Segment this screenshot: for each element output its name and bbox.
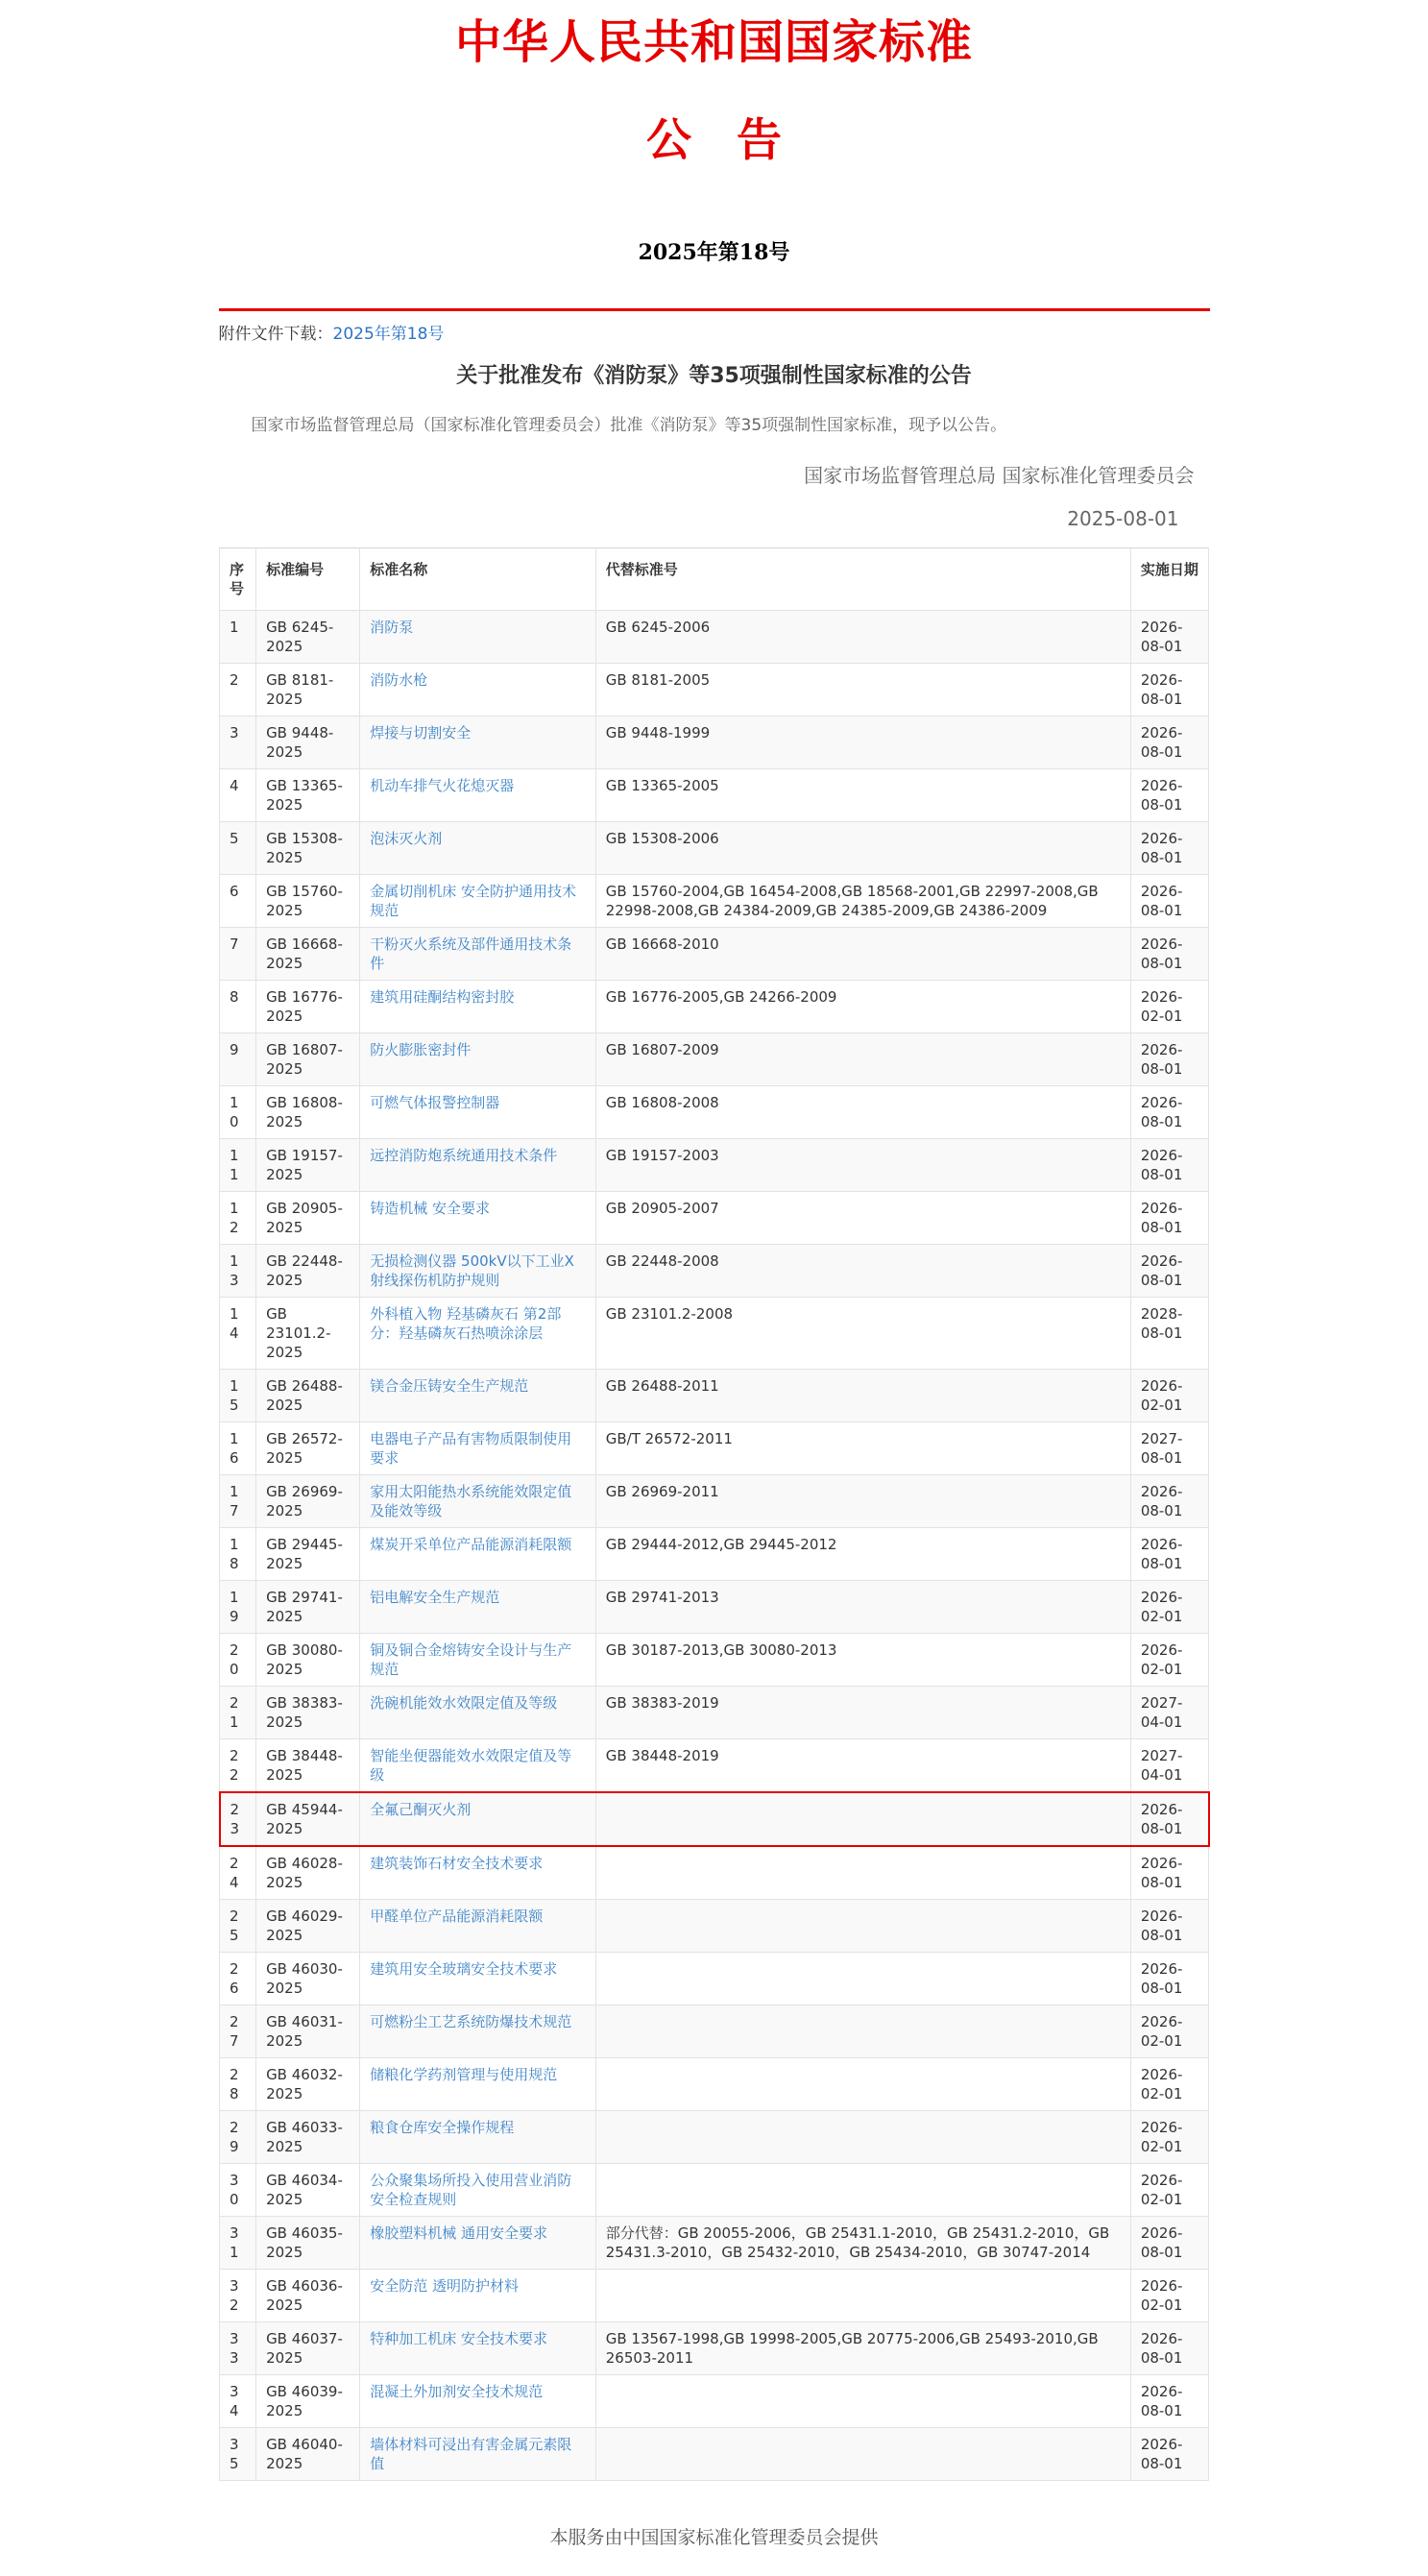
- standard-name-cell: [360, 2057, 595, 2110]
- table-row: [220, 1369, 1209, 1422]
- table-row: [220, 2216, 1209, 2269]
- standard-name-link[interactable]: 安全防范 透明防护材料: [370, 2276, 520, 2295]
- implementation-date-cell: 2026-02-01: [1130, 980, 1208, 1033]
- replaced-standards-cell: GB 30187-2013,GB 30080-2013: [595, 1633, 1130, 1686]
- standard-code-cell: GB 16808-2025: [256, 1085, 360, 1138]
- table-row: [220, 2269, 1209, 2321]
- implementation-date-cell: 2028-08-01: [1130, 1297, 1208, 1369]
- standard-name-cell: [360, 927, 595, 980]
- table-row: [220, 2110, 1209, 2163]
- seq-cell: 15: [220, 1369, 256, 1422]
- standard-name-cell: [360, 2269, 595, 2321]
- replaced-standards-cell: GB 13567-1998,GB 19998-2005,GB 20775-2006,GB 25493-2010,GB 26503-2011: [595, 2321, 1130, 2374]
- standard-name-cell: [360, 2005, 595, 2057]
- standard-code-cell: GB 46034-2025: [256, 2163, 360, 2216]
- standard-name-link[interactable]: 机动车排气火花熄灭器: [370, 776, 515, 794]
- implementation-date-cell: 2026-08-01: [1130, 874, 1208, 927]
- standard-name-link[interactable]: 橡胶塑料机械 通用安全要求: [370, 2224, 548, 2242]
- standard-name-cell: [360, 1846, 595, 1900]
- standard-name-cell: [360, 874, 595, 927]
- standard-name-link[interactable]: 粮食仓库安全操作规程: [370, 2118, 515, 2136]
- replaced-standards-cell: [595, 1792, 1130, 1846]
- implementation-date-cell: 2026-02-01: [1130, 2269, 1208, 2321]
- standard-name-link[interactable]: 可燃粉尘工艺系统防爆技术规范: [370, 2012, 572, 2030]
- standard-code-cell: GB 46032-2025: [256, 2057, 360, 2110]
- standard-name-link[interactable]: 消防水枪: [370, 670, 428, 689]
- standard-code-cell: GB 22448-2025: [256, 1244, 360, 1297]
- implementation-date-cell: 2026-08-01: [1130, 1792, 1208, 1846]
- standard-code-cell: GB 16668-2025: [256, 927, 360, 980]
- standard-name-link[interactable]: 泡沫灭火剂: [370, 829, 443, 847]
- notice-body: 国家市场监督管理总局（国家标准化管理委员会）批准《消防泵》等35项强制性国家标准，现予以公告。: [251, 416, 1007, 436]
- standard-name-cell: [360, 2110, 595, 2163]
- standard-name-cell: [360, 1686, 595, 1738]
- replaced-standards-cell: [595, 1846, 1130, 1900]
- replaced-standards-cell: GB 26969-2011: [595, 1474, 1130, 1527]
- standard-code-cell: GB 15760-2025: [256, 874, 360, 927]
- replaced-standards-cell: GB 8181-2005: [595, 663, 1130, 716]
- seq-cell: 6: [220, 874, 256, 927]
- standard-name-cell: [360, 1422, 595, 1474]
- standard-code-cell: GB 9448-2025: [256, 716, 360, 768]
- implementation-date-cell: 2026-08-01: [1130, 1244, 1208, 1297]
- replaced-standards-cell: GB 16807-2009: [595, 1033, 1130, 1085]
- table-row: [220, 2163, 1209, 2216]
- standard-code-cell: GB 46030-2025: [256, 1952, 360, 2005]
- seq-cell: 7: [220, 927, 256, 980]
- table-row: [220, 768, 1209, 821]
- standard-code-cell: GB 46039-2025: [256, 2374, 360, 2427]
- seq-cell: 4: [220, 768, 256, 821]
- standard-name-cell: [360, 2216, 595, 2269]
- standard-name-cell: [360, 1085, 595, 1138]
- table-row: [220, 874, 1209, 927]
- standard-code-cell: GB 46035-2025: [256, 2216, 360, 2269]
- replaced-standards-cell: GB 20905-2007: [595, 1191, 1130, 1244]
- implementation-date-cell: 2026-08-01: [1130, 768, 1208, 821]
- implementation-date-cell: 2026-08-01: [1130, 2374, 1208, 2427]
- replaced-standards-cell: GB 29741-2013: [595, 1580, 1130, 1633]
- seq-cell: 26: [220, 1952, 256, 2005]
- standard-name-cell: [360, 2374, 595, 2427]
- implementation-date-cell: 2026-08-01: [1130, 663, 1208, 716]
- implementation-date-cell: 2027-04-01: [1130, 1686, 1208, 1738]
- standard-name-link[interactable]: 建筑用安全玻璃安全技术要求: [370, 1959, 558, 1978]
- standard-name-link[interactable]: 煤炭开采单位产品能源消耗限额: [370, 1535, 572, 1553]
- seq-cell: 13: [220, 1244, 256, 1297]
- standard-code-cell: GB 46037-2025: [256, 2321, 360, 2374]
- replaced-standards-cell: [595, 2163, 1130, 2216]
- standard-code-cell: GB 46036-2025: [256, 2269, 360, 2321]
- implementation-date-cell: 2026-08-01: [1130, 2427, 1208, 2480]
- seq-cell: 31: [220, 2216, 256, 2269]
- seq-cell: 29: [220, 2110, 256, 2163]
- publish-date: 2025-08-01: [1067, 506, 1179, 530]
- implementation-date-cell: 2026-08-01: [1130, 716, 1208, 768]
- seq-cell: 12: [220, 1191, 256, 1244]
- table-row: [220, 1474, 1209, 1527]
- issue-number: 2025年第18号: [638, 240, 790, 266]
- standard-code-cell: GB 45944-2025: [256, 1792, 360, 1846]
- standard-name-cell: [360, 2427, 595, 2480]
- standard-name-link[interactable]: 公众聚集场所投入使用营业消防安全检查规则: [370, 2171, 572, 2208]
- implementation-date-cell: 2026-08-01: [1130, 1033, 1208, 1085]
- standard-code-cell: GB 46033-2025: [256, 2110, 360, 2163]
- attachment-download-link[interactable]: 2025年第18号: [332, 325, 445, 345]
- red-divider: [219, 308, 1210, 311]
- table-row: [220, 716, 1209, 768]
- replaced-standards-cell: GB 15760-2004,GB 16454-2008,GB 18568-2001,GB 22997-2008,GB 22998-2008,GB 24384-2009,GB 24385-2009,GB 24386-2009: [595, 874, 1130, 927]
- table-row: [220, 2427, 1209, 2480]
- page-title: 中华人民共和国国家标准: [454, 15, 973, 69]
- implementation-date-cell: 2026-08-01: [1130, 2216, 1208, 2269]
- standard-name-link[interactable]: 铜及铜合金熔铸安全设计与生产规范: [370, 1640, 572, 1678]
- implementation-date-cell: 2026-08-01: [1130, 1952, 1208, 2005]
- standards-table: [219, 547, 1210, 2481]
- standard-code-cell: GB 19157-2025: [256, 1138, 360, 1191]
- standard-name-link[interactable]: 铝电解安全生产规范: [370, 1588, 500, 1606]
- implementation-date-cell: 2027-04-01: [1130, 1738, 1208, 1792]
- table-row: [220, 2321, 1209, 2374]
- standard-name-cell: [360, 716, 595, 768]
- standard-name-link[interactable]: 消防泵: [370, 618, 414, 636]
- seq-cell: 25: [220, 1899, 256, 1952]
- implementation-date-cell: 2026-02-01: [1130, 2110, 1208, 2163]
- standard-name-cell: [360, 1580, 595, 1633]
- standard-name-cell: [360, 1244, 595, 1297]
- seq-cell: 28: [220, 2057, 256, 2110]
- table-row: [220, 1686, 1209, 1738]
- standard-code-cell: GB 46040-2025: [256, 2427, 360, 2480]
- standard-name-link[interactable]: 无损检测仪器 500kV以下工业X射线探伤机防护规则: [370, 1252, 574, 1289]
- replaced-standards-cell: GB 16668-2010: [595, 927, 1130, 980]
- standard-name-cell: [360, 1527, 595, 1580]
- standard-code-cell: GB 29445-2025: [256, 1527, 360, 1580]
- standards-table-body: [220, 610, 1209, 2480]
- table-row: [220, 821, 1209, 874]
- replaced-standards-cell: GB 38383-2019: [595, 1686, 1130, 1738]
- header-replaced-standards: 代替标准号: [595, 547, 1130, 610]
- table-row: [220, 1527, 1209, 1580]
- standard-name-link[interactable]: 家用太阳能热水系统能效限定值及能效等级: [370, 1482, 572, 1519]
- table-row: [220, 1033, 1209, 1085]
- implementation-date-cell: 2026-08-01: [1130, 1846, 1208, 1900]
- standard-name-cell: [360, 610, 595, 663]
- standard-name-link[interactable]: 电器电子产品有害物质限制使用要求: [370, 1429, 572, 1467]
- standard-code-cell: GB 26488-2025: [256, 1369, 360, 1422]
- implementation-date-cell: 2026-02-01: [1130, 2163, 1208, 2216]
- replaced-standards-cell: GB 15308-2006: [595, 821, 1130, 874]
- standard-name-cell: [360, 1474, 595, 1527]
- standard-name-cell: [360, 1792, 595, 1846]
- replaced-standards-cell: GB 38448-2019: [595, 1738, 1130, 1792]
- implementation-date-cell: 2026-02-01: [1130, 2005, 1208, 2057]
- replaced-standards-cell: GB 29444-2012,GB 29445-2012: [595, 1527, 1130, 1580]
- standard-code-cell: GB 8181-2025: [256, 663, 360, 716]
- seq-cell: 1: [220, 610, 256, 663]
- table-row: [220, 2005, 1209, 2057]
- table-row: [220, 1738, 1209, 1792]
- notice-title: 关于批准发布《消防泵》等35项强制性国家标准的公告: [456, 364, 972, 389]
- seq-cell: 11: [220, 1138, 256, 1191]
- replaced-standards-cell: GB/T 26572-2011: [595, 1422, 1130, 1474]
- implementation-date-cell: 2026-08-01: [1130, 1191, 1208, 1244]
- replaced-standards-cell: GB 19157-2003: [595, 1138, 1130, 1191]
- table-row: [220, 1085, 1209, 1138]
- attachment-label: 附件文件下载：: [218, 325, 333, 345]
- standard-name-link[interactable]: 外科植入物 羟基磷灰石 第2部分：羟基磷灰石热喷涂涂层: [370, 1304, 562, 1342]
- implementation-date-cell: 2026-02-01: [1130, 1633, 1208, 1686]
- standard-name-link[interactable]: 储粮化学药剂管理与使用规范: [370, 2065, 558, 2083]
- standard-code-cell: GB 38448-2025: [256, 1738, 360, 1792]
- seq-cell: 33: [220, 2321, 256, 2374]
- table-row: [220, 1952, 1209, 2005]
- replaced-standards-cell: GB 13365-2005: [595, 768, 1130, 821]
- standard-code-cell: GB 16776-2025: [256, 980, 360, 1033]
- standard-name-link[interactable]: 智能坐便器能效水效限定值及等级: [370, 1746, 572, 1784]
- standard-name-cell: [360, 768, 595, 821]
- standard-name-cell: [360, 2163, 595, 2216]
- standard-name-cell: [360, 1297, 595, 1369]
- seq-cell: 24: [220, 1846, 256, 1900]
- header-implementation-date: 实施日期: [1130, 547, 1208, 610]
- standard-name-cell: [360, 980, 595, 1033]
- issuing-authority: 国家市场监督管理总局 国家标准化管理委员会: [804, 463, 1195, 487]
- standard-name-cell: [360, 1191, 595, 1244]
- table-row: [220, 1580, 1209, 1633]
- replaced-standards-cell: [595, 1899, 1130, 1952]
- standard-name-cell: [360, 821, 595, 874]
- standard-name-link[interactable]: 镁合金压铸安全生产规范: [370, 1376, 529, 1395]
- replaced-standards-cell: [595, 2057, 1130, 2110]
- standard-code-cell: GB 29741-2025: [256, 1580, 360, 1633]
- implementation-date-cell: 2026-08-01: [1130, 821, 1208, 874]
- standard-name-link[interactable]: 远控消防炮系统通用技术条件: [370, 1146, 558, 1164]
- standard-name-cell: [360, 2321, 595, 2374]
- seq-cell: 23: [220, 1792, 256, 1846]
- standard-name-cell: [360, 1138, 595, 1191]
- implementation-date-cell: 2026-08-01: [1130, 1138, 1208, 1191]
- seq-cell: 32: [220, 2269, 256, 2321]
- implementation-date-cell: 2026-08-01: [1130, 1474, 1208, 1527]
- standard-code-cell: GB 26572-2025: [256, 1422, 360, 1474]
- standard-code-cell: GB 16807-2025: [256, 1033, 360, 1085]
- implementation-date-cell: 2026-02-01: [1130, 1580, 1208, 1633]
- seq-cell: 19: [220, 1580, 256, 1633]
- standard-name-link[interactable]: 干粉灭火系统及部件通用技术条件: [370, 935, 572, 972]
- table-row: [220, 610, 1209, 663]
- standard-name-link[interactable]: 建筑装饰石材安全技术要求: [370, 1854, 544, 1872]
- table-row: [220, 663, 1209, 716]
- standard-name-link[interactable]: 可燃气体报警控制器: [370, 1093, 500, 1111]
- standard-code-cell: GB 20905-2025: [256, 1191, 360, 1244]
- seq-cell: 18: [220, 1527, 256, 1580]
- table-row: [220, 1191, 1209, 1244]
- replaced-standards-cell: [595, 1952, 1130, 2005]
- table-row: [220, 1846, 1209, 1900]
- replaced-standards-cell: [595, 2110, 1130, 2163]
- replaced-standards-cell: GB 16808-2008: [595, 1085, 1130, 1138]
- seq-cell: 34: [220, 2374, 256, 2427]
- replaced-standards-cell: [595, 2269, 1130, 2321]
- standard-name-link[interactable]: 全氟己酮灭火剂: [370, 1800, 472, 1818]
- seq-cell: 22: [220, 1738, 256, 1792]
- implementation-date-cell: 2026-08-01: [1130, 610, 1208, 663]
- standard-name-link[interactable]: 建筑用硅酮结构密封胶: [370, 987, 515, 1006]
- table-header-row: [220, 547, 1209, 610]
- standard-code-cell: GB 6245-2025: [256, 610, 360, 663]
- standard-name-cell: [360, 1633, 595, 1686]
- implementation-date-cell: 2026-02-01: [1130, 1369, 1208, 1422]
- table-row: [220, 927, 1209, 980]
- seq-cell: 17: [220, 1474, 256, 1527]
- table-row: [220, 1138, 1209, 1191]
- standard-code-cell: GB 46031-2025: [256, 2005, 360, 2057]
- replaced-standards-cell: [595, 2374, 1130, 2427]
- standard-code-cell: GB 46028-2025: [256, 1846, 360, 1900]
- replaced-standards-cell: GB 23101.2-2008: [595, 1297, 1130, 1369]
- table-row: [220, 980, 1209, 1033]
- header-standard-name: 标准名称: [360, 547, 595, 610]
- standard-name-cell: [360, 1369, 595, 1422]
- standard-name-link[interactable]: 墙体材料可浸出有害金属元素限值: [370, 2435, 572, 2472]
- seq-cell: 3: [220, 716, 256, 768]
- seq-cell: 10: [220, 1085, 256, 1138]
- replaced-standards-cell: GB 16776-2005,GB 24266-2009: [595, 980, 1130, 1033]
- seq-cell: 35: [220, 2427, 256, 2480]
- standard-name-link[interactable]: 混凝土外加剂安全技术规范: [370, 2382, 544, 2400]
- announcement-page: [219, 13, 1210, 2576]
- standard-name-link[interactable]: 焊接与切割安全: [370, 723, 472, 741]
- implementation-date-cell: 2026-02-01: [1130, 2057, 1208, 2110]
- replaced-standards-cell: GB 6245-2006: [595, 610, 1130, 663]
- seq-cell: 2: [220, 663, 256, 716]
- implementation-date-cell: 2026-08-01: [1130, 1899, 1208, 1952]
- standard-code-cell: GB 46029-2025: [256, 1899, 360, 1952]
- implementation-date-cell: 2026-08-01: [1130, 1527, 1208, 1580]
- seq-cell: 21: [220, 1686, 256, 1738]
- seq-cell: 9: [220, 1033, 256, 1085]
- table-row: [220, 1899, 1209, 1952]
- table-row: [220, 1297, 1209, 1369]
- standard-code-cell: GB 38383-2025: [256, 1686, 360, 1738]
- standard-name-link[interactable]: 金属切削机床 安全防护通用技术规范: [370, 882, 577, 919]
- replaced-standards-cell: 部分代替：GB 20055-2006，GB 25431.1-2010，GB 25431.2-2010，GB 25431.3-2010，GB 25432-2010，GB 25434-2010，GB 30747-2014: [595, 2216, 1130, 2269]
- announcement-heading: 公 告: [646, 114, 782, 167]
- seq-cell: 16: [220, 1422, 256, 1474]
- standard-code-cell: GB 30080-2025: [256, 1633, 360, 1686]
- seq-cell: 14: [220, 1297, 256, 1369]
- seq-cell: 27: [220, 2005, 256, 2057]
- standard-name-cell: [360, 1952, 595, 2005]
- standard-name-link[interactable]: 甲醛单位产品能源消耗限额: [370, 1907, 544, 1925]
- standard-name-link[interactable]: 铸造机械 安全要求: [370, 1199, 491, 1217]
- table-row: [220, 2057, 1209, 2110]
- standard-code-cell: GB 13365-2025: [256, 768, 360, 821]
- replaced-standards-cell: GB 22448-2008: [595, 1244, 1130, 1297]
- implementation-date-cell: 2026-08-01: [1130, 927, 1208, 980]
- header-seq: 序号: [220, 547, 256, 610]
- replaced-standards-cell: [595, 2427, 1130, 2480]
- seq-cell: 30: [220, 2163, 256, 2216]
- seq-cell: 8: [220, 980, 256, 1033]
- attachment-row: [219, 320, 1210, 344]
- standard-name-link[interactable]: 防火膨胀密封件: [370, 1040, 472, 1058]
- footer-note: 本服务由中国国家标准化管理委员会提供: [549, 2526, 879, 2548]
- implementation-date-cell: 2027-08-01: [1130, 1422, 1208, 1474]
- replaced-standards-cell: [595, 2005, 1130, 2057]
- standard-code-cell: GB 23101.2-2025: [256, 1297, 360, 1369]
- implementation-date-cell: 2026-08-01: [1130, 1085, 1208, 1138]
- implementation-date-cell: 2026-08-01: [1130, 2321, 1208, 2374]
- header-standard-code: 标准编号: [256, 547, 360, 610]
- table-row: [220, 2374, 1209, 2427]
- standard-name-cell: [360, 1033, 595, 1085]
- standard-code-cell: GB 15308-2025: [256, 821, 360, 874]
- seq-cell: 20: [220, 1633, 256, 1686]
- seq-cell: 5: [220, 821, 256, 874]
- standard-name-cell: [360, 663, 595, 716]
- table-row: [220, 1422, 1209, 1474]
- standard-name-link[interactable]: 洗碗机能效水效限定值及等级: [370, 1693, 558, 1712]
- table-row: [220, 1792, 1209, 1846]
- replaced-standards-cell: GB 9448-1999: [595, 716, 1130, 768]
- standard-code-cell: GB 26969-2025: [256, 1474, 360, 1527]
- standard-name-link[interactable]: 特种加工机床 安全技术要求: [370, 2329, 548, 2347]
- table-row: [220, 1633, 1209, 1686]
- standard-name-cell: [360, 1738, 595, 1792]
- replaced-standards-cell: GB 26488-2011: [595, 1369, 1130, 1422]
- table-row: [220, 1244, 1209, 1297]
- standard-name-cell: [360, 1899, 595, 1952]
